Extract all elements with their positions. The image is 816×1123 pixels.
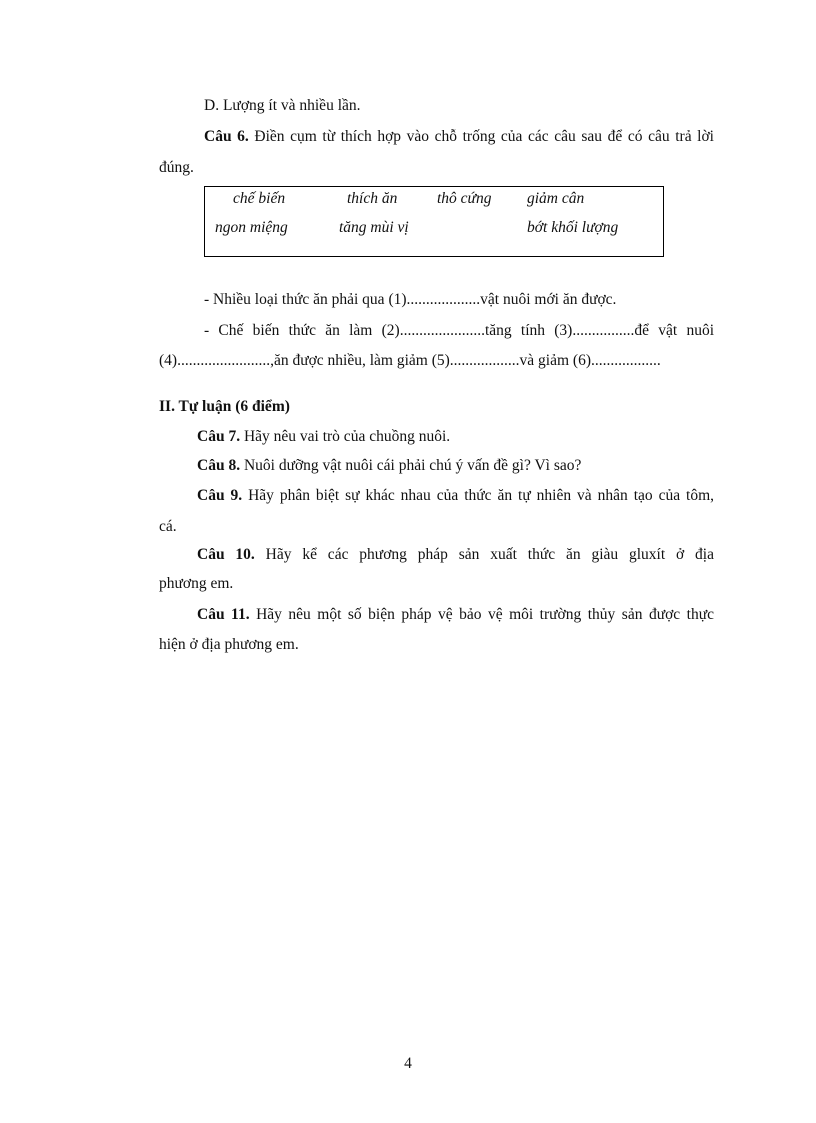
q10-label: Câu 10. [197, 546, 255, 563]
q6-prompt-line1 [204, 127, 714, 147]
q6-sentence1: - Nhiều loại thức ăn phải qua (1)...................vật nuôi mới ăn được. [204, 291, 617, 308]
page-number: 4 [404, 1055, 412, 1072]
q6-text-line2: đúng. [159, 159, 194, 176]
word-bank-box [204, 186, 664, 257]
q10-line2: phương em. [159, 575, 234, 592]
q7-label: Câu 7. [197, 428, 241, 445]
q6-sentence2-line1: - Chế biến thức ăn làm (2)......................tăng tính (3)................để vật nuôi [204, 322, 714, 339]
q10-text: Hãy kể các phương pháp sản xuất thức ăn giàu gluxít ở địa [265, 546, 714, 563]
q11-line1 [197, 605, 714, 625]
q9-line2: cá. [159, 518, 177, 535]
q7 [197, 427, 450, 447]
q10-line1 [197, 545, 714, 565]
q8-label: Câu 8. [197, 457, 241, 474]
word-bank-item: chế biến [233, 190, 286, 207]
q9-text: Hãy phân biệt sự khác nhau của thức ăn tự nhiên và nhân tạo của tôm, [248, 487, 714, 504]
word-bank-item: giảm cân [527, 190, 585, 207]
q11-line2: hiện ở địa phương em. [159, 636, 299, 653]
q8 [197, 456, 581, 476]
q8-text: Nuôi dưỡng vật nuôi cái phải chú ý vấn đề gì? Vì sao? [243, 457, 582, 474]
q11-text: Hãy nêu một số biện pháp vệ bảo vệ môi trường thủy sản được thực [256, 606, 714, 623]
word-bank-item: ngon miệng [215, 219, 288, 236]
q5-option-d: D. Lượng ít và nhiều lần. [204, 97, 361, 114]
q6-label: Câu 6. [204, 128, 249, 145]
q7-text: Hãy nêu vai trò của chuồng nuôi. [240, 428, 451, 445]
word-bank-item: thích ăn [347, 190, 398, 207]
q9-line1 [197, 486, 714, 506]
q6-sentence2-line2: (4)........................,ăn được nhiều, làm giảm (5)..................và giảm (6).................. [159, 352, 661, 369]
q11-label: Câu 11. [197, 606, 250, 623]
q6-text-line1: Điền cụm từ thích hợp vào chỗ trống của các câu sau để có câu trả lời [254, 128, 714, 145]
word-bank-item: bớt khối lượng [527, 219, 619, 236]
section2-heading: II. Tự luận (6 điểm) [159, 398, 290, 415]
q9-label: Câu 9. [197, 487, 243, 504]
word-bank-item: tăng mùi vị [339, 219, 409, 236]
word-bank-item: thô cứng [437, 190, 492, 207]
